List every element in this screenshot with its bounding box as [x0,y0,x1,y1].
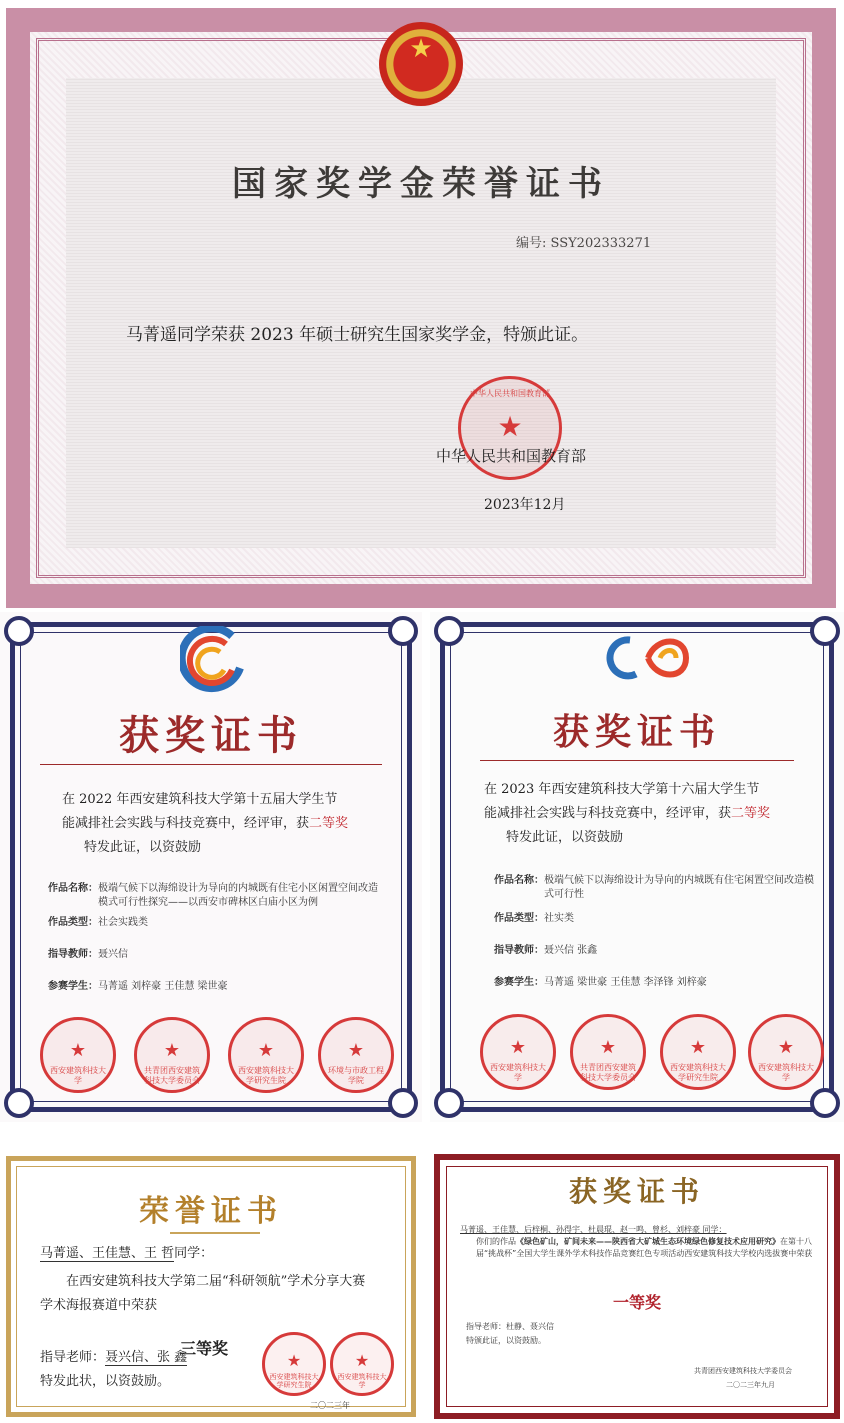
title-ornament [170,1232,260,1234]
issue-date: 二〇二三年 [310,1401,350,1410]
honor-certificate [0,1150,422,1423]
festival-logo-icon [600,630,696,686]
ministry-seal: ★ 中华人民共和国教育部 [458,376,562,480]
certificate-title: 国家奖学金荣誉证书 [232,164,610,204]
seal-graduate-school: ★ 西安建筑科技大学研究生院 [228,1017,304,1093]
corner-ornament-icon [388,1088,418,1118]
seal-school: ★ 西安建筑科技大学 [748,1014,824,1090]
honor-text: 马菁遥、王佳慧、王 哲同学： 在西安建筑科技大学第二届“科研领航”学术分享大赛 学术海报赛道中荣获 [40,1246,366,1313]
certificate-title: 荣誉证书 [139,1194,283,1229]
award-text: 马菁遥、王佳慧、后梓桐、孙得宇、杜晨琨、赵一鸣、曾杉、刘梓豪 同学： 你们的作品《绿色矿山，矿间未来——陕西省大矿城生态环境绿色修复技术应用研究》在第十八届“挑战杯”全国大学生课外学术科技作品竞赛红色专项活动西安建筑科技大学校内选拔赛中荣获 [460,1225,813,1258]
seal-university: ★ 西安建筑科技大学 [480,1014,556,1090]
work-info: 作品名称： 极端气候下以海绵设计为导向的内城既有住宅小区闲置空间改造模式可行性探究——以西安市碑林区白庙小区为例 作品类型：社会实践类 指导教师：聂兴信 参赛学生：马菁遥 刘梓豪 王佳慧 梁世豪 [48,883,378,992]
issuing-organization: 共青团西安建筑科技大学委员会 [694,1367,792,1375]
seal-youth-league: ★ 共青团西安建筑科技大学委员会 [570,1014,646,1090]
issue-date: 2023年12月 [484,497,566,513]
award-certificate-2022 [0,612,422,1122]
corner-ornament-icon [434,616,464,646]
issue-date: 二〇二三年九月 [726,1381,775,1389]
prize-level: 一等奖 [612,1293,661,1312]
seal-university: ★ 西安建筑科技大学 [330,1332,394,1396]
certificate-title: 获奖证书 [119,712,303,759]
corner-ornament-icon [434,1088,464,1118]
seal-college: ★ 环境与市政工程学院 [318,1017,394,1093]
seal-youth-league: ★ 共青团西安建筑科技大学委员会 [134,1017,210,1093]
title-divider [40,764,382,765]
corner-ornament-icon [810,616,840,646]
award-footer: 指导老师：杜静、聂兴信 特颁此证，以资鼓励。 [466,1322,554,1345]
national-scholarship-certificate [6,8,836,608]
festival-logo-icon [180,626,250,696]
corner-ornament-icon [4,616,34,646]
certificate-title: 获奖证书 [568,1175,705,1208]
seal-graduate-school: ★ 西安建筑科技大学研究生院 [262,1332,326,1396]
serial-number: 编号: SSY202333271 [516,236,652,251]
corner-ornament-icon [810,1088,840,1118]
corner-ornament-icon [4,1088,34,1118]
seal-graduate-school: ★ 西安建筑科技大学研究生院 [660,1014,736,1090]
challenge-cup-certificate [430,1150,844,1423]
corner-ornament-icon [388,616,418,646]
certificate-field [66,78,776,548]
award-certificate-2023 [430,612,844,1122]
work-info: 作品名称： 极端气候下以海绵设计为导向的内城既有住宅闲置空间改造模式可行性 作品类型：社实类 指导教师：聂兴信 张鑫 参赛学生：马菁遥 梁世豪 王佳慧 李泽锋 刘梓豪 [494,875,814,988]
national-emblem-icon: ★ [379,22,463,106]
title-divider [480,760,794,761]
certificate-title: 获奖证书 [552,711,721,753]
certificate-body: 马菁遥同学荣获 2023 年硕士研究生国家奖学金，特颁此证。 [126,325,589,345]
seal-university: ★ 西安建筑科技大学 [40,1017,116,1093]
prize-level: 三等奖 [180,1339,229,1358]
award-text: 在 2022 年西安建筑科技大学第十五届大学生节 能减排社会实践与科技竞赛中，经评审，获二等奖 特发此证，以资鼓励 [62,792,349,855]
issuer-name: 中华人民共和国教育部 [436,447,587,465]
honor-footer: 指导老师：聂兴信、张 鑫 特发此状，以资鼓励。 [40,1350,188,1389]
award-text: 在 2023 年西安建筑科技大学第十六届大学生节 能减排社会实践与科技竞赛中，经评审，获二等奖 特发此证，以资鼓励 [484,782,771,845]
